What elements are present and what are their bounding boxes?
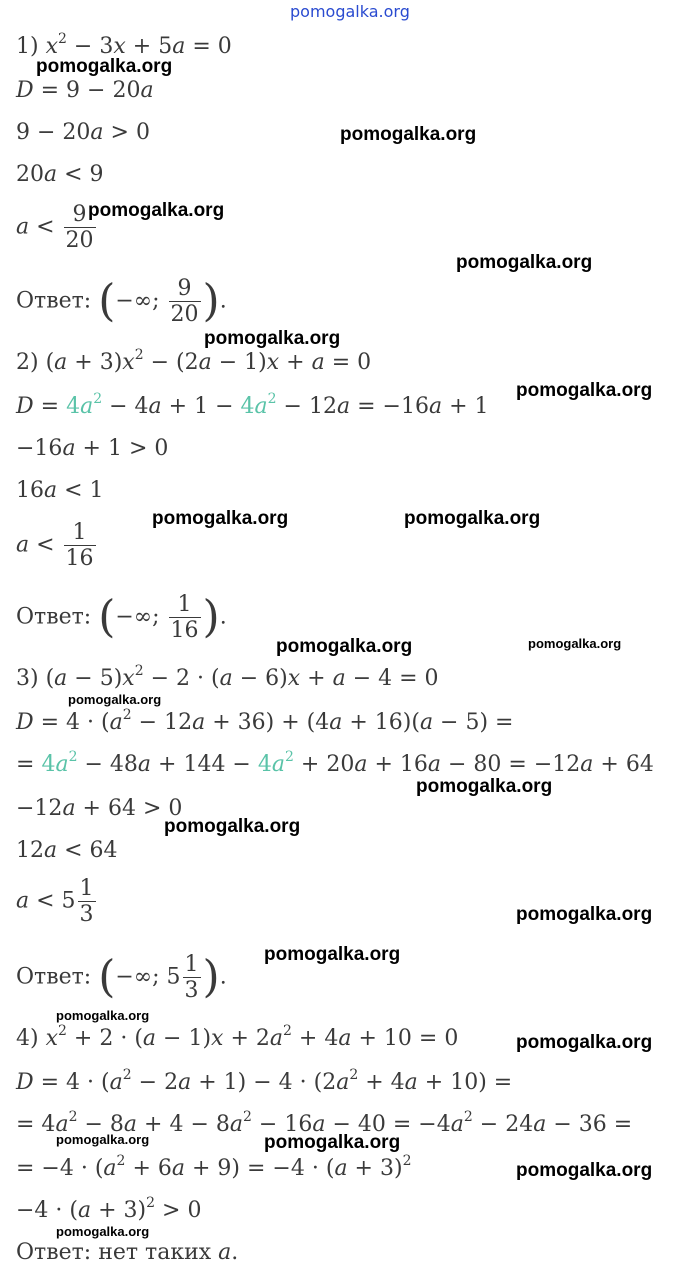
watermark: pomogalka.org <box>56 1008 150 1023</box>
watermark-top: pomogalka.org <box>290 2 410 21</box>
watermark: pomogalka.org <box>516 1160 653 1181</box>
watermark: pomogalka.org <box>528 636 622 651</box>
p3-discriminant-2: = $4a^2 - 48a + 144 - 4a^2 + 20a + 16a - 80 = -12a + 64$ <box>16 749 654 777</box>
p2-equation: 2) $(a + 3)x^2 - (2a - 1)x + a = 0$ <box>16 347 372 375</box>
p4-discriminant-2: = $4a^2 - 8a + 4 - 8a^2 - 16a - 40 = -4a^2 - 24a - 36$ = <box>16 1109 633 1137</box>
watermark: pomogalka.org <box>404 508 541 529</box>
p1-inequality-1: 9 − 20a > 0 <box>16 120 150 145</box>
watermark: pomogalka.org <box>152 508 289 529</box>
watermark: pomogalka.org <box>340 124 477 145</box>
p1-answer: Ответ: (−∞; $\frac{9}{20}$ ). <box>16 275 227 327</box>
p1-inequality-3: a < $\frac{9}{20}$ <box>16 202 94 253</box>
watermark: pomogalka.org <box>36 56 173 77</box>
p4-answer: Ответ: нет таких a. <box>16 1240 239 1265</box>
watermark: pomogalka.org <box>68 692 162 707</box>
p2-inequality-1: −16a + 1 > 0 <box>16 436 169 461</box>
watermark: pomogalka.org <box>264 944 401 965</box>
watermark: pomogalka.org <box>164 816 301 837</box>
p4-discriminant: $D = 4 \cdot (a^2 - 2a + 1) - 4 \cdot (2a^2 + 4a + 10)$ = <box>16 1067 513 1095</box>
watermark: pomogalka.org <box>276 636 413 657</box>
p4-equation: 4) $x^2 + 2 \cdot (a - 1)x + 2a^2 + 4a + 10 = 0$ <box>16 1023 459 1051</box>
p3-answer: Ответ: (−∞; 5 $\frac{1}{3}$ ). <box>16 951 227 1003</box>
p3-inequality-1: −12a + 64 > 0 <box>16 796 183 821</box>
watermark: pomogalka.org <box>56 1132 150 1147</box>
p2-discriminant: $D = 4a^2 - 4a + 1 - 4a^2 - 12a = -16a + 1$ <box>16 391 489 419</box>
p1-equation: 1) $x^2 - 3x + 5a = 0$ <box>16 31 232 59</box>
p4-inequality: $-4 \cdot (a + 3)^2 > 0$ <box>16 1195 202 1223</box>
watermark: pomogalka.org <box>516 380 653 401</box>
p3-equation: 3) $(a - 5)x^2 - 2 \cdot (a - 6)x + a - 4 = 0$ <box>16 663 439 691</box>
p4-discriminant-3: = $-4 \cdot (a^2 + 6a + 9) = -4 \cdot (a + 3)^2$ <box>16 1153 412 1181</box>
p3-discriminant: $D = 4 \cdot (a^2 - 12a + 36) + (4a + 16)(a - 5)$ = <box>16 707 514 735</box>
p1-discriminant: D = 9 − 20a <box>16 78 154 103</box>
p1-inequality-2: 20a < 9 <box>16 162 104 187</box>
p3-inequality-3: a < 5 $\frac{1}{3}$ <box>16 876 94 927</box>
p2-answer: Ответ: (−∞; $\frac{1}{16}$ ). <box>16 591 227 643</box>
watermark: pomogalka.org <box>88 200 225 221</box>
p2-inequality-2: 16a < 1 <box>16 478 104 503</box>
watermark: pomogalka.org <box>204 328 341 349</box>
watermark: pomogalka.org <box>416 776 553 797</box>
watermark: pomogalka.org <box>56 1224 150 1239</box>
p3-inequality-2: 12a < 64 <box>16 838 118 863</box>
watermark: pomogalka.org <box>516 904 653 925</box>
watermark: pomogalka.org <box>516 1032 653 1053</box>
watermark: pomogalka.org <box>456 252 593 273</box>
watermark: pomogalka.org <box>264 1132 401 1153</box>
p2-inequality-3: a < $\frac{1}{16}$ <box>16 520 94 571</box>
